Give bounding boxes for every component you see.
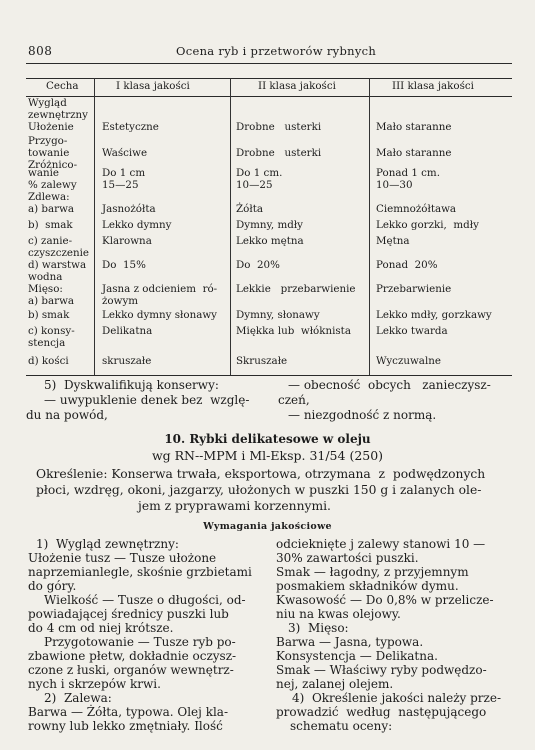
body-line: naprzemianlegle, skośnie grzbietami xyxy=(28,565,252,579)
table-cell: Ponad 20% xyxy=(376,259,438,271)
body-line: Kwasowość — Do 0,8% w przelicze- xyxy=(276,593,494,607)
body-line: nych i skrzepów krwi. xyxy=(28,677,161,691)
note-line: — uwypuklenie denek bez wzglę- xyxy=(44,393,250,407)
table-cell: wanie % zalewy xyxy=(28,167,77,191)
body-line: czone z łuski, organów wewnętrz- xyxy=(28,663,234,677)
table-header-row xyxy=(26,78,512,97)
section-subtitle: wg RN--MPM i Ml-Eksp. 31/54 (250) xyxy=(151,448,384,463)
requirements-heading: Wymagania jakościowe xyxy=(203,521,332,532)
header-rule xyxy=(26,63,512,64)
table-cell: skruszałe xyxy=(102,355,152,367)
table-cell: Miękka lub włóknista xyxy=(236,325,351,337)
definition-line: jem z pryprawami korzennymi. xyxy=(138,499,331,513)
body-line: 1) Wygląd zewnętrzny: xyxy=(36,537,179,551)
body-line: Smak — Właściwy ryby podwędzo- xyxy=(276,663,487,677)
column-divider xyxy=(369,78,370,376)
body-line: Wielkość — Tusze o długości, od- xyxy=(44,593,246,607)
definition-line: Określenie: Konserwa trwała, eksportowa, otrzymana z podwędzonych xyxy=(36,467,486,481)
table-cell: Ponad 1 cm. 10—30 xyxy=(376,167,440,191)
running-title: Ocena ryb i przetworów rybnych xyxy=(176,44,377,58)
requirements-right-column xyxy=(276,538,516,738)
table-cell: Ciemnożółtawa xyxy=(376,202,457,215)
column-header-feature: Cecha xyxy=(46,80,79,92)
table-cell: c) konsy- stencja xyxy=(28,325,75,349)
column-divider xyxy=(94,78,95,376)
table-cell: Dymny, mdły xyxy=(236,219,303,231)
body-line: do 4 cm od niej krótsze. xyxy=(28,621,174,635)
body-line: prowadzić według następującego xyxy=(276,705,487,719)
body-line: 2) Zalewa: xyxy=(44,691,112,705)
table-cell: Do 1 cm. 10—25 xyxy=(236,167,283,191)
table-cell: Delikatna xyxy=(102,325,153,337)
note-line: — niezgodność z normą. xyxy=(288,408,437,422)
body-line: posmakiem składników dymu. xyxy=(276,579,459,593)
table-cell: Do 1 cm 15—25 xyxy=(102,167,146,191)
column-header-class-1: I klasa jakości xyxy=(116,80,190,92)
body-line: Barwa — Jasna, typowa. xyxy=(276,635,424,649)
table-bottom-rule xyxy=(26,375,512,376)
table-cell: d) kości xyxy=(28,355,69,367)
body-line: Przygotowanie — Tusze ryb po- xyxy=(44,635,236,649)
table-cell: Drobne usterki xyxy=(236,146,322,159)
body-line: niu na kwas olejowy. xyxy=(276,607,401,621)
body-line: odcieknięte j zalewy stanowi 10 — xyxy=(276,537,486,551)
note-line: — obecność obcych zanieczysz- xyxy=(288,378,491,392)
body-line: 30% zawartości puszki. xyxy=(276,551,419,565)
table-cell: Estetyczne xyxy=(102,120,159,133)
body-line: nej, zalanej olejem. xyxy=(276,677,394,691)
body-line: powiadającej średnicy puszki lub xyxy=(28,607,229,621)
table-cell: Do 15% xyxy=(102,259,146,271)
table-cell: Waściwe xyxy=(102,146,148,159)
table-cell: Lekko twarda xyxy=(376,325,448,337)
body-line: zbawione płetw, dokładnie oczysz- xyxy=(28,649,237,663)
table-cell: Przygo- towanie Zróżnico- xyxy=(28,135,78,171)
table-cell: Lekkie przebarwienie xyxy=(236,283,356,295)
table-cell: Mięso: a) barwa xyxy=(28,283,75,307)
table-cell: Dymny, słonawy xyxy=(236,309,320,321)
table-cell: c) zanie- czyszczenie xyxy=(28,235,90,259)
table-cell: Wygląd zewnętrzny Ułożenie xyxy=(28,97,88,133)
table-cell: Lekko dymny słonawy xyxy=(102,309,218,321)
body-line: Barwa — Żółta, typowa. Olej kla- xyxy=(28,705,229,719)
table-cell: b) smak xyxy=(28,219,73,231)
table-cell: Mało staranne xyxy=(376,146,452,159)
table-cell: Lekko dymny xyxy=(102,219,172,231)
definition-line: płoci, wzdręg, okoni, jazgarzy, ułożonych w puszki 150 g i zalanych ole- xyxy=(36,483,482,497)
table-cell: Skruszałe xyxy=(236,355,288,367)
table-cell: Lekko mętna xyxy=(236,235,304,247)
column-header-class-2: II klasa jakości xyxy=(258,80,336,92)
column-header-class-3: III klasa jakości xyxy=(392,80,474,92)
requirements-left-column xyxy=(28,538,268,738)
table-cell: d) warstwa wodna xyxy=(28,259,87,283)
table-cell: Zdlewa: a) barwa xyxy=(28,191,75,215)
body-line: rowny lub lekko zmętniały. Ilość xyxy=(28,719,223,733)
body-line: schematu oceny: xyxy=(290,719,393,733)
page-number: 808 xyxy=(28,44,53,58)
table-cell: Żółta xyxy=(236,202,263,215)
table-cell: Drobne usterki xyxy=(236,120,322,133)
section-title: 10. Rybki delikatesowe w oleju xyxy=(164,432,371,446)
note-line: czeń, xyxy=(278,393,310,407)
note-line: 5) Dyskwalifikują konserwy: xyxy=(44,378,219,392)
body-line: Konsystencja — Delikatna. xyxy=(276,649,438,663)
body-line: 4) Określenie jakości należy prze- xyxy=(292,691,502,705)
table-cell: Przebarwienie xyxy=(376,283,452,295)
note-line: du na powód, xyxy=(26,408,108,422)
body-line: do góry. xyxy=(28,579,77,593)
table-cell: Klarowna xyxy=(102,235,152,247)
table-cell: b) smak xyxy=(28,309,70,321)
body-line: 3) Mięso: xyxy=(288,621,349,635)
table-cell: Do 20% xyxy=(236,259,280,271)
table-cell: Jasnożółta xyxy=(102,202,156,215)
table-cell: Lekko mdły, gorzkawy xyxy=(376,309,492,321)
table-cell: Mętna xyxy=(376,235,410,247)
table-cell: Wyczuwalne xyxy=(376,355,441,367)
body-line: Smak — łagodny, z przyjemnym xyxy=(276,565,469,579)
disqualification-note xyxy=(26,378,512,422)
body-line: Ułożenie tusz — Tusze ułożone xyxy=(28,551,217,565)
page-header xyxy=(28,44,512,62)
definition-paragraph xyxy=(26,466,512,514)
table-cell: Lekko gorzki, mdły xyxy=(376,219,479,231)
column-divider xyxy=(230,78,231,376)
table-cell: Jasna z odcieniem ró- żowym xyxy=(102,283,218,307)
table-cell: Mało staranne xyxy=(376,120,452,133)
